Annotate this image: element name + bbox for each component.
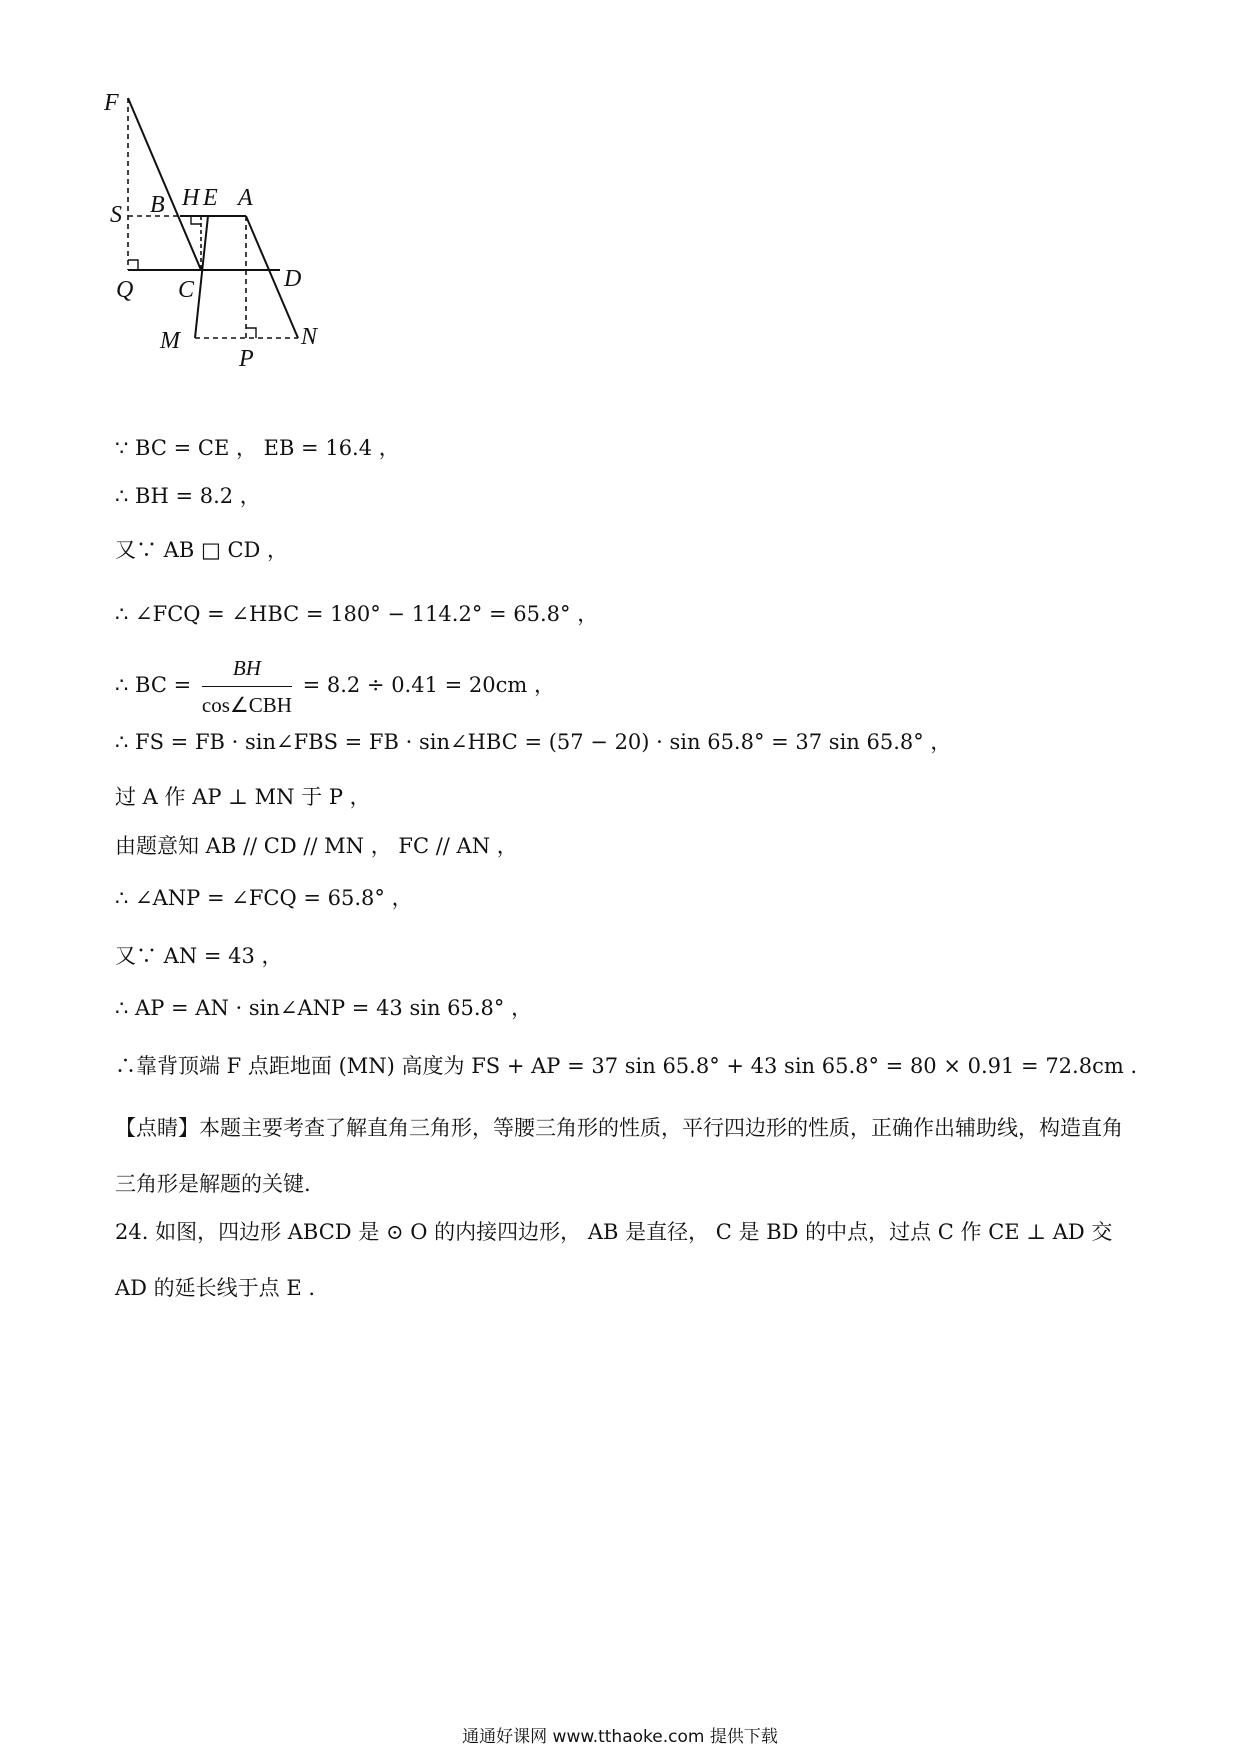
right-angle-Q	[128, 260, 138, 270]
fraction-bh-cos	[202, 652, 292, 721]
comment-paragraph: 【点睛】本题主要考查了解直角三角形，等腰三角形的性质，平行四边形的性质，正确作出辅助线，构造直角三角形是解题的关键.	[115, 1116, 1123, 1196]
fraction-denominator: cos∠CBH	[201, 693, 292, 717]
segment-EM	[195, 216, 208, 338]
label-N: N	[301, 324, 318, 350]
solution-line-4: ∴ ∠FCQ = ∠HBC = 180° − 114.2° = 65.8° ，	[115, 602, 599, 626]
right-angle-H	[191, 216, 201, 224]
fraction-numerator: BH	[202, 652, 292, 687]
solution-line-6: ∴ FS = FB · sin∠FBS = FB · sin∠HBC = (57 − 20) · sin 65.8° = 37 sin 65.8° ，	[115, 730, 952, 754]
label-B: B	[150, 192, 165, 218]
label-E: E	[203, 185, 218, 211]
right-angle-P	[246, 328, 256, 338]
solution-line-8: 由题意知 AB // CD // MN ， FC // AN ，	[115, 834, 518, 858]
solution-line-7: 过 A 作 AP ⊥ MN 于 P ，	[115, 785, 371, 809]
solution-line-12: ∴靠背顶端 F 点距地面 (MN) 高度为 FS + AP = 37 sin 65.8° + 43 sin 65.8° = 80 × 0.91 = 72.8cm .	[115, 1054, 1138, 1078]
label-M: M	[160, 328, 180, 354]
solution-line-1: ∵ BC = CE ， EB = 16.4 ，	[115, 436, 400, 460]
label-C: C	[178, 277, 195, 303]
label-Q: Q	[116, 277, 134, 303]
footer-text: 通通好课网 www.tthaoke.com 提供下载	[462, 1727, 778, 1747]
label-H: H	[182, 185, 200, 211]
bc-prefix: ∴ BC =	[115, 673, 192, 697]
label-A: A	[238, 185, 253, 211]
label-D: D	[284, 266, 302, 292]
geometry-figure	[100, 90, 400, 410]
segment-FC	[128, 98, 201, 270]
solution-line-11: ∴ AP = AN · sin∠ANP = 43 sin 65.8° ，	[115, 996, 533, 1020]
solution-line-10: 又∵ AN = 43 ，	[115, 944, 283, 968]
solution-line-5	[115, 652, 555, 721]
label-F: F	[104, 90, 119, 116]
solution-line-9: ∴ ∠ANP = ∠FCQ = 65.8° ，	[115, 886, 413, 910]
label-P: P	[239, 346, 254, 372]
solution-line-2: ∴ BH = 8.2 ，	[115, 484, 261, 508]
label-S: S	[110, 202, 122, 228]
question-24-line-2: AD 的延长线于点 E .	[115, 1276, 316, 1300]
bc-suffix: = 8.2 ÷ 0.41 = 20cm ，	[302, 673, 555, 697]
question-24-line-1: 24. 如图，四边形 ABCD 是 ⊙ O 的内接四边形， AB 是直径， C 是 BD 的中点，过点 C 作 CE ⊥ AD 交	[115, 1220, 1113, 1244]
geometry-diagram	[100, 90, 400, 410]
solution-line-3: 又∵ AB □ CD ，	[115, 538, 289, 562]
